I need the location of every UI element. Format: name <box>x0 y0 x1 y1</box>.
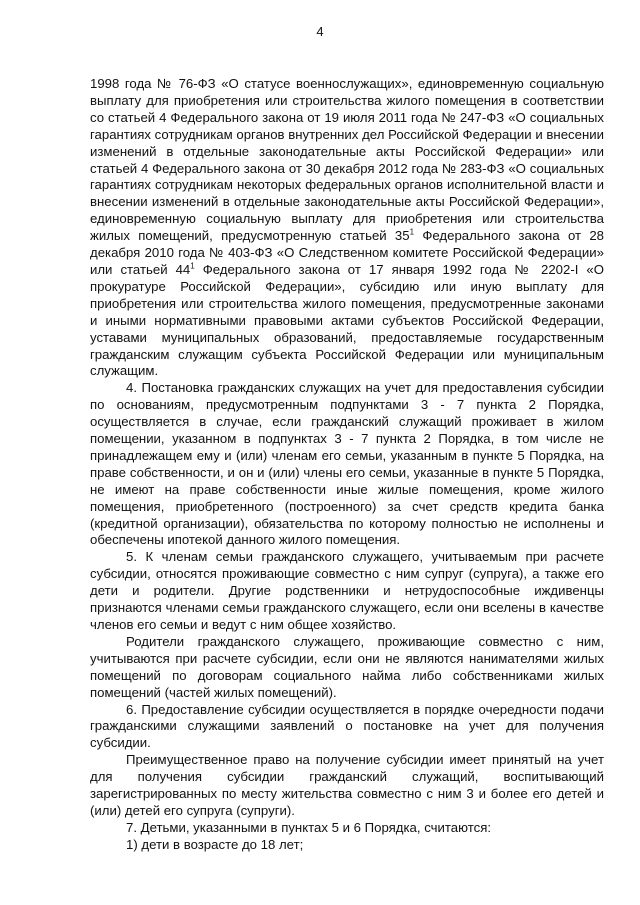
superscript-mark: 1 <box>409 227 415 237</box>
paragraph-text: Преимущественное право на получение субсидии имеет принятый на учет для получения субсидии гражданский служащий, воспитывающий зарегистрированных по месту жительства совместно с ним 3 и более его детей и (или) детей его супруга (супруги). <box>90 752 604 818</box>
paragraph-text: 1998 года № 76-ФЗ «О статусе военнослужащих», единовременную социальную выплату для приобретения или строительства жилого помещения в соответствии со статьей 4 Федерального закона от 19 июля 2011 года № 247-ФЗ «О социальных гарантиях сотрудникам органов внутренних дел Российской Федерации и внесении изменений в отдельные законодательные акты Российской Федерации» или статьей 4 Федерального закона от 30 декабря 2012 года № 283-ФЗ «О социальных гарантиях сотрудникам некоторых федеральных органов исполнительной власти и внесении изменений в отдельные законодательные акты Российской Федерации», единовременную социальную выплату для приобретения или строительства жилых помещений, предусмотренную статьей 35 <box>90 76 604 244</box>
paragraph-text: Федерального закона от 28 декабря 2010 года № 403-ФЗ «О Следственном комитете Российской Федерации» или статьей 44 <box>90 228 604 277</box>
paragraph <box>90 76 604 380</box>
paragraph <box>90 752 604 820</box>
superscript-mark: 1 <box>190 261 195 271</box>
paragraph <box>90 837 604 854</box>
page-number: 4 <box>316 24 324 39</box>
paragraph-text: 6. Предоставление субсидии осуществляется в порядке очередности подачи гражданскими служащими заявлений о постановке на учет для получения субсидии. <box>90 701 604 751</box>
paragraph <box>90 549 604 634</box>
paragraph-text: 7. Детьми, указанными в пунктах 5 и 6 Порядка, считаются: <box>126 819 491 835</box>
paragraph <box>90 380 604 549</box>
paragraph-text: 1) дети в возрасте до 18 лет; <box>126 836 304 852</box>
paragraph <box>90 702 604 753</box>
paragraph-text: 4. Постановка гражданских служащих на учет для предоставления субсидии по основаниям, предусмотренным подпунктами 3 - 7 пункта 2 Порядка, осуществляется в случае, если гражданский служащий проживает в жилом помещении, указанном в подпунктах 3 - 7 пункта 2 Порядка, в том числе не принадлежащем ему и (или) членам его семьи, указанным в пункте 5 Порядка, на праве собственности, и он и (или) члены его семьи, указанные в пункте 5 Порядка, не имеют на праве собственности иные жилые помещения, кроме жилого помещения, приобретенного (построенного) за счет средств кредита банка (кредитной организации), обязательства по которому полностью не исполнены и обеспечены ипотекой данного жилого помещения. <box>90 380 604 548</box>
paragraph-text: Федерального закона от 17 января 1992 года № 2202-I «О прокуратуре Российской Федерации», субсидию или иную выплату для приобретения или строительства жилого помещения, предусмотренные законами и иными нормативными правовыми актами субъектов Российской Федерации, уставами муниципальных образований, предоставляемые государственным гражданским служащим субъекта Российской Федерации или муниципальным служащим. <box>90 261 604 379</box>
paragraph <box>90 634 604 702</box>
paragraph-text: Родители гражданского служащего, проживающие совместно с ним, учитываются при расчете субсидии, если они не являются нанимателями жилых помещений по договорам социального найма либо собственниками жилых помещений (частей жилых помещений). <box>90 633 604 700</box>
document-body <box>90 76 604 854</box>
paragraph <box>90 820 604 837</box>
paragraph-text: 5. К членам семьи гражданского служащего, учитываемым при расчете субсидии, относятся проживающие совместно с ним супруг (супруга), а также его дети и родители. Другие родственники и нетрудоспособные иждивенцы признаются членами семьи гражданского служащего, если они вселены в качестве членов его семьи и ведут с ним общее хозяйство. <box>90 549 604 632</box>
